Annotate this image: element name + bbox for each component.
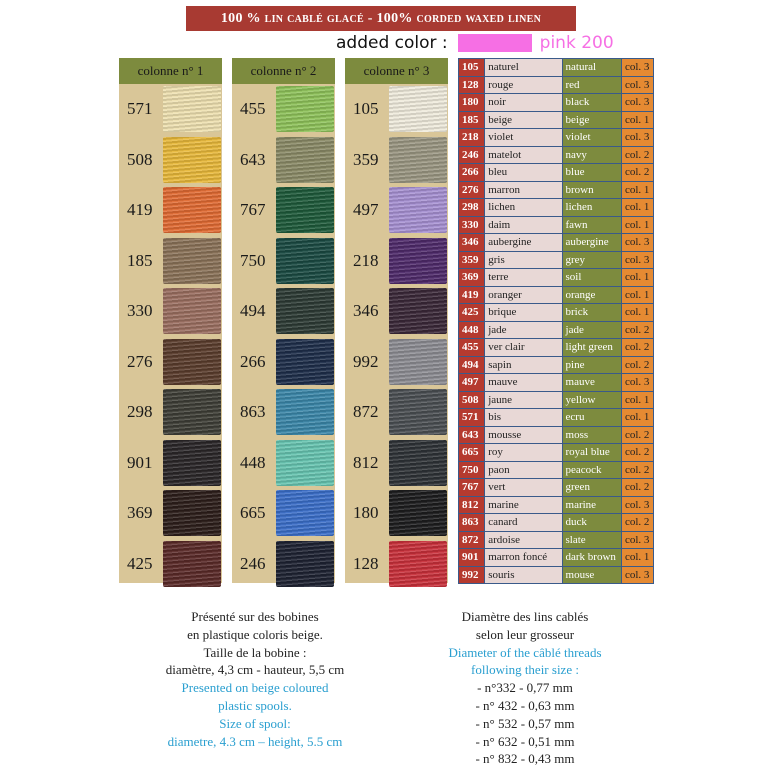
french-name: oranger: [485, 286, 562, 304]
note-line: diamètre, 4,3 cm - hauteur, 5,5 cm: [165, 662, 345, 678]
spool-row: [345, 539, 448, 590]
spool-row: [232, 438, 335, 489]
spool-number: 330: [127, 301, 153, 321]
english-name: lichen: [562, 199, 621, 217]
spool-row: [232, 387, 335, 438]
spool-row: [232, 337, 335, 388]
column-ref: col. 1: [621, 409, 653, 427]
english-name: red: [562, 76, 621, 94]
english-name: yellow: [562, 391, 621, 409]
french-name: vert: [485, 479, 562, 497]
table-row: [459, 531, 654, 549]
spool-row: [119, 438, 222, 489]
column-ref: col. 2: [621, 146, 653, 164]
table-row: [459, 461, 654, 479]
table-row: [459, 321, 654, 339]
spool-number: 750: [240, 250, 266, 270]
english-name: jade: [562, 321, 621, 339]
spool-row: [119, 539, 222, 590]
added-color-name: pink 200: [539, 33, 614, 53]
table-row: [459, 304, 654, 322]
french-name: souris: [485, 566, 562, 584]
spool-row: [345, 488, 448, 539]
table-row: [459, 164, 654, 182]
thread-swatch: [276, 389, 334, 435]
spool-row: [345, 387, 448, 438]
column-ref: col. 1: [621, 181, 653, 199]
spool-number: 643: [240, 149, 266, 169]
column-ref: col. 3: [621, 566, 653, 584]
spool-row: [232, 84, 335, 135]
table-row: [459, 269, 654, 287]
english-name: royal blue: [562, 444, 621, 462]
note-line: Diameter of the câblé threads: [448, 644, 602, 660]
diameter-notes: [410, 608, 640, 768]
table-row: [459, 479, 654, 497]
english-name: slate: [562, 531, 621, 549]
english-name: brown: [562, 181, 621, 199]
spool-number: 901: [127, 452, 153, 472]
spool-row: [345, 337, 448, 388]
english-name: green: [562, 479, 621, 497]
thread-swatch: [276, 187, 334, 233]
column-ref: col. 1: [621, 549, 653, 567]
thread-swatch: [276, 137, 334, 183]
spool-number: 298: [127, 402, 153, 422]
column-header: colonne n° 1: [119, 58, 222, 84]
english-name: violet: [562, 129, 621, 147]
spool-row: [345, 236, 448, 287]
added-color-row: [336, 32, 614, 54]
color-code: 105: [459, 59, 485, 77]
english-name: blue: [562, 164, 621, 182]
thread-swatch: [163, 86, 221, 132]
french-name: jaune: [485, 391, 562, 409]
english-name: brick: [562, 304, 621, 322]
table-row: [459, 251, 654, 269]
english-name: duck: [562, 514, 621, 532]
note-line: - n°332 - 0,77 mm: [477, 680, 573, 696]
french-name: roy: [485, 444, 562, 462]
thread-swatch: [389, 238, 447, 284]
english-name: fawn: [562, 216, 621, 234]
note-line: following their size :: [471, 662, 579, 678]
spool-number: 455: [240, 99, 266, 119]
spool-number: 665: [240, 503, 266, 523]
spool-row: [232, 236, 335, 287]
note-line: Presented on beige coloured: [181, 680, 329, 696]
color-code: 767: [459, 479, 485, 497]
table-row: [459, 129, 654, 147]
spool-number: 266: [240, 351, 266, 371]
column-ref: col. 1: [621, 269, 653, 287]
french-name: daim: [485, 216, 562, 234]
color-code: 266: [459, 164, 485, 182]
note-line: Présenté sur des bobines: [191, 609, 319, 624]
thread-swatch: [276, 238, 334, 284]
color-code: 369: [459, 269, 485, 287]
spool-row: [119, 286, 222, 337]
spool-row: [119, 387, 222, 438]
table-row: [459, 514, 654, 532]
french-name: sapin: [485, 356, 562, 374]
spool-number: 346: [353, 301, 379, 321]
spool-number: 812: [353, 452, 379, 472]
color-code: 346: [459, 234, 485, 252]
note-line: - n° 632 - 0,51 mm: [475, 733, 575, 749]
column-ref: col. 2: [621, 479, 653, 497]
column-ref: col. 3: [621, 76, 653, 94]
note-line: - n° 832 - 0,43 mm: [475, 751, 575, 767]
english-name: orange: [562, 286, 621, 304]
spool-number: 425: [127, 553, 153, 573]
french-name: jade: [485, 321, 562, 339]
color-code: 128: [459, 76, 485, 94]
spool-number: 369: [127, 503, 153, 523]
color-code: 812: [459, 496, 485, 514]
color-code: 992: [459, 566, 485, 584]
note-line: diametre, 4.3 cm – height, 5.5 cm: [167, 733, 343, 749]
table-row: [459, 549, 654, 567]
column-ref: col. 2: [621, 321, 653, 339]
color-code: 494: [459, 356, 485, 374]
column-ref: col. 2: [621, 514, 653, 532]
spool-row: [119, 185, 222, 236]
french-name: violet: [485, 129, 562, 147]
note-line: Diamètre des lins cablés: [461, 609, 589, 624]
color-code: 901: [459, 549, 485, 567]
french-name: marron foncé: [485, 549, 562, 567]
column-ref: col. 3: [621, 531, 653, 549]
spool-number: 105: [353, 99, 379, 119]
english-name: aubergine: [562, 234, 621, 252]
table-row: [459, 199, 654, 217]
table-row: [459, 146, 654, 164]
color-code: 571: [459, 409, 485, 427]
french-name: ardoise: [485, 531, 562, 549]
column-ref: col. 3: [621, 374, 653, 392]
color-code: 359: [459, 251, 485, 269]
thread-swatch: [163, 440, 221, 486]
column-ref: col. 3: [621, 59, 653, 77]
table-row: [459, 94, 654, 112]
thread-swatch: [163, 490, 221, 536]
column-ref: col. 3: [621, 234, 653, 252]
table-row: [459, 426, 654, 444]
thread-swatch: [163, 187, 221, 233]
column-ref: col. 2: [621, 164, 653, 182]
thread-swatch: [163, 389, 221, 435]
added-color-label: added color :: [336, 33, 448, 53]
spool-row: [345, 286, 448, 337]
spool-number: 276: [127, 351, 153, 371]
thread-swatch: [276, 339, 334, 385]
french-name: paon: [485, 461, 562, 479]
column-header: colonne n° 3: [345, 58, 448, 84]
spool-number: 508: [127, 149, 153, 169]
color-code: 750: [459, 461, 485, 479]
french-name: bleu: [485, 164, 562, 182]
column-ref: col. 2: [621, 426, 653, 444]
french-name: mauve: [485, 374, 562, 392]
color-code: 185: [459, 111, 485, 129]
color-code: 276: [459, 181, 485, 199]
color-code: 180: [459, 94, 485, 112]
thread-swatch: [163, 541, 221, 587]
french-name: noir: [485, 94, 562, 112]
table-row: [459, 444, 654, 462]
note-line: - n° 532 - 0,57 mm: [475, 715, 575, 731]
table-row: [459, 76, 654, 94]
thread-swatch: [163, 137, 221, 183]
column-ref: col. 3: [621, 129, 653, 147]
table-row: [459, 339, 654, 357]
english-name: mauve: [562, 374, 621, 392]
table-row: [459, 374, 654, 392]
title-banner: 100 % lin cablé glacé - 100% corded waxed linen: [186, 6, 576, 31]
french-name: ver clair: [485, 339, 562, 357]
color-code: 643: [459, 426, 485, 444]
english-name: marine: [562, 496, 621, 514]
spool-number: 359: [353, 149, 379, 169]
thread-swatch: [276, 440, 334, 486]
table-row: [459, 59, 654, 77]
color-code: 497: [459, 374, 485, 392]
column-ref: col. 3: [621, 496, 653, 514]
french-name: lichen: [485, 199, 562, 217]
spool-number: 863: [240, 402, 266, 422]
spool-column-1: [119, 58, 222, 583]
thread-swatch: [389, 137, 447, 183]
thread-swatch: [276, 541, 334, 587]
french-name: gris: [485, 251, 562, 269]
english-name: peacock: [562, 461, 621, 479]
column-ref: col. 1: [621, 391, 653, 409]
spool-row: [345, 84, 448, 135]
spool-number: 448: [240, 452, 266, 472]
english-name: navy: [562, 146, 621, 164]
thread-swatch: [163, 288, 221, 334]
english-name: black: [562, 94, 621, 112]
spool-number: 185: [127, 250, 153, 270]
note-line: - n° 432 - 0,63 mm: [475, 697, 575, 713]
english-name: dark brown: [562, 549, 621, 567]
french-name: bis: [485, 409, 562, 427]
column-ref: col. 1: [621, 216, 653, 234]
note-line: selon leur grosseur: [475, 626, 575, 642]
table-row: [459, 409, 654, 427]
english-name: natural: [562, 59, 621, 77]
column-ref: col. 3: [621, 94, 653, 112]
spool-number: 128: [353, 553, 379, 573]
color-code: 863: [459, 514, 485, 532]
english-name: grey: [562, 251, 621, 269]
thread-swatch: [389, 541, 447, 587]
spool-row: [345, 185, 448, 236]
color-code: 508: [459, 391, 485, 409]
spool-number: 218: [353, 250, 379, 270]
table-row: [459, 216, 654, 234]
english-name: beige: [562, 111, 621, 129]
thread-swatch: [389, 187, 447, 233]
thread-swatch: [163, 339, 221, 385]
english-name: soil: [562, 269, 621, 287]
thread-swatch: [389, 288, 447, 334]
spool-column-3: [345, 58, 448, 583]
note-line: en plastique coloris beige.: [187, 626, 323, 642]
column-ref: col. 2: [621, 339, 653, 357]
thread-swatch: [276, 288, 334, 334]
table-row: [459, 566, 654, 584]
spool-notes: [140, 608, 370, 750]
spool-row: [119, 135, 222, 186]
color-code: 298: [459, 199, 485, 217]
english-name: moss: [562, 426, 621, 444]
french-name: matelot: [485, 146, 562, 164]
french-name: aubergine: [485, 234, 562, 252]
color-code: 246: [459, 146, 485, 164]
spool-row: [232, 488, 335, 539]
spool-row: [345, 438, 448, 489]
spool-number: 494: [240, 301, 266, 321]
note-line: Taille de la bobine :: [203, 644, 307, 660]
column-ref: col. 1: [621, 304, 653, 322]
note-line: Size of spool:: [219, 715, 291, 731]
table-row: [459, 286, 654, 304]
thread-swatch: [276, 86, 334, 132]
french-name: marine: [485, 496, 562, 514]
thread-swatch: [389, 86, 447, 132]
column-ref: col. 2: [621, 356, 653, 374]
column-header: colonne n° 2: [232, 58, 335, 84]
column-ref: col. 3: [621, 251, 653, 269]
color-code: 665: [459, 444, 485, 462]
spool-number: 767: [240, 200, 266, 220]
thread-swatch: [389, 389, 447, 435]
thread-swatch: [389, 490, 447, 536]
color-code: 218: [459, 129, 485, 147]
table-row: [459, 111, 654, 129]
spool-row: [232, 185, 335, 236]
english-name: ecru: [562, 409, 621, 427]
french-name: marron: [485, 181, 562, 199]
spool-row: [232, 539, 335, 590]
french-name: rouge: [485, 76, 562, 94]
french-name: mousse: [485, 426, 562, 444]
spool-row: [119, 337, 222, 388]
color-code: 330: [459, 216, 485, 234]
column-ref: col. 1: [621, 286, 653, 304]
color-reference-table: [458, 58, 654, 584]
table-row: [459, 496, 654, 514]
french-name: naturel: [485, 59, 562, 77]
color-code: 872: [459, 531, 485, 549]
color-code: 455: [459, 339, 485, 357]
spool-row: [232, 135, 335, 186]
thread-swatch: [389, 440, 447, 486]
spool-row: [345, 135, 448, 186]
table-row: [459, 181, 654, 199]
color-code: 419: [459, 286, 485, 304]
spool-number: 180: [353, 503, 379, 523]
spool-row: [119, 236, 222, 287]
english-name: light green: [562, 339, 621, 357]
french-name: canard: [485, 514, 562, 532]
spool-number: 246: [240, 553, 266, 573]
french-name: brique: [485, 304, 562, 322]
spool-number: 497: [353, 200, 379, 220]
spool-column-2: [232, 58, 335, 583]
english-name: pine: [562, 356, 621, 374]
spool-number: 992: [353, 351, 379, 371]
table-row: [459, 356, 654, 374]
french-name: beige: [485, 111, 562, 129]
added-color-swatch: [458, 34, 532, 52]
spool-row: [119, 488, 222, 539]
spool-number: 419: [127, 200, 153, 220]
column-ref: col. 1: [621, 199, 653, 217]
english-name: mouse: [562, 566, 621, 584]
note-line: plastic spools.: [218, 697, 292, 713]
spool-row: [119, 84, 222, 135]
table-row: [459, 234, 654, 252]
color-code: 448: [459, 321, 485, 339]
french-name: terre: [485, 269, 562, 287]
column-ref: col. 2: [621, 444, 653, 462]
spool-number: 872: [353, 402, 379, 422]
spool-number: 571: [127, 99, 153, 119]
thread-swatch: [389, 339, 447, 385]
spool-row: [232, 286, 335, 337]
thread-swatch: [276, 490, 334, 536]
thread-swatch: [163, 238, 221, 284]
column-ref: col. 2: [621, 461, 653, 479]
table-row: [459, 391, 654, 409]
column-ref: col. 1: [621, 111, 653, 129]
color-code: 425: [459, 304, 485, 322]
